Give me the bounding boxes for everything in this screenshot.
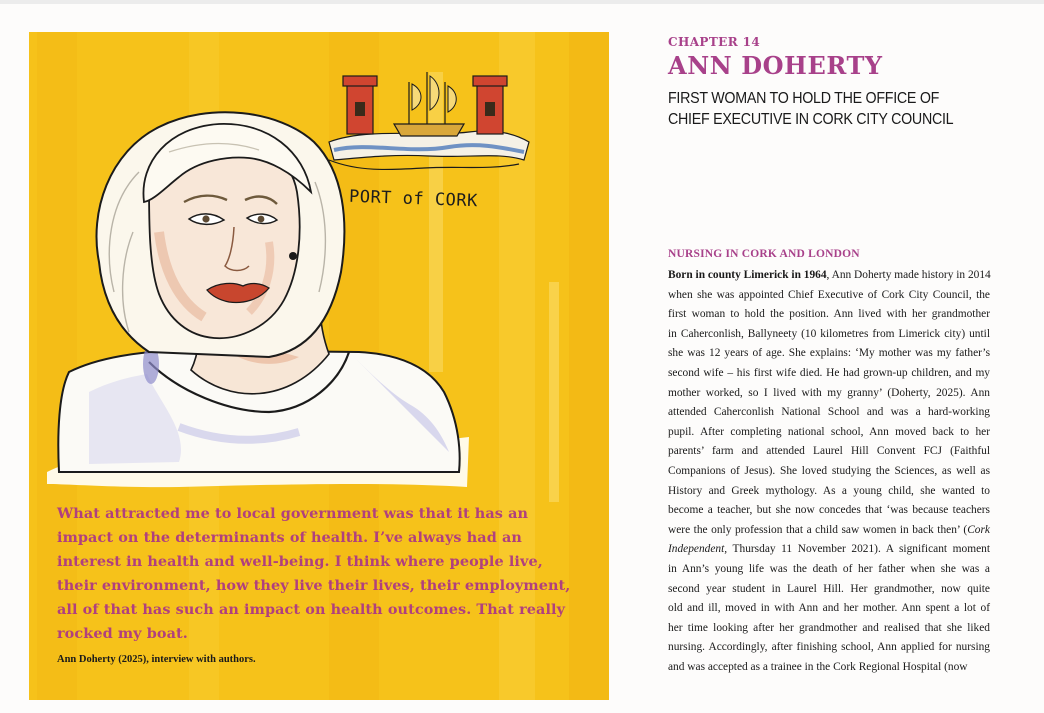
- page-top-edge: [0, 0, 1044, 4]
- body-line: Born in county Limerick in 1964, Ann Doherty made history in 2014: [668, 269, 991, 281]
- body-line: Independent, Thursday 11 November 2021). A significant moment: [668, 543, 990, 556]
- quote-credit: Ann Doherty (2025), interview with authors.: [57, 654, 256, 665]
- body-line: parents’ farm and attended Laurel Hill Convent FCJ (Faithful: [668, 445, 990, 458]
- body-line: second wife – his first wife died. He had grown-up children, and my: [668, 366, 990, 379]
- section-heading: NURSING IN CORK AND LONDON: [668, 248, 860, 260]
- chapter-title: ANN DOHERTY: [668, 51, 883, 80]
- body-line: when she was appointed Chief Executive of Cork City Council, the: [668, 288, 990, 301]
- body-line: her time looking after her grandmother and realised that she liked: [668, 621, 990, 634]
- body-line: become a teacher, but she now concedes that ‘was because teachers: [668, 504, 990, 517]
- body-line: pupil. After completing national school, Ann moved back to her: [668, 425, 990, 438]
- body-line: and was accepted as a trainee in the Cork Regional Hospital (now: [668, 660, 968, 673]
- body-line: in Caherconlish, Ballyneety (10 kilometres from Limerick city) until: [668, 327, 990, 340]
- pull-quote: What attracted me to local government was that it has an impact on the determinants of health. I’ve always had an interest in health and well-being. I think where people live, their environment, how they live their lives, their employment, all of that has such an impact on health outcomes. That really rocked my boat.: [57, 505, 571, 642]
- body-line: old and ill, moved in with Ann and her mother. Ann spent a lot of: [668, 602, 990, 615]
- body-line: Companions of Jesus). She loved studying the Sciences, as well as: [668, 464, 990, 477]
- body-line: were the only profession that a child saw women in back then’ (Cork: [668, 523, 990, 536]
- body-line: she was 12 years of age. She explains: ‘My mother was my father’s: [668, 347, 990, 360]
- body-line: second year student in Laurel Hill. Her grandmother, now quite: [668, 582, 990, 595]
- body-italic-text: Cork: [967, 523, 990, 536]
- subtitle-line: FIRST WOMAN TO HOLD THE OFFICE OF: [668, 90, 940, 107]
- portrait-illustration: [29, 32, 609, 700]
- body-line: nursing. Accordingly, after finishing school, Ann applied for nursing: [668, 641, 990, 654]
- body-line: mother worked, so I lived with my granny’ (Doherty, 2025). Ann: [668, 386, 990, 399]
- body-line: in Ann’s young life was the death of her father when she was a: [668, 562, 990, 575]
- body-bold-text: Born in county Limerick in 1964: [668, 269, 827, 281]
- body-italic-text: Independent,: [668, 543, 728, 556]
- body-text: [668, 266, 990, 677]
- body-line: first woman to hold the position. Ann lived with her grandmother: [668, 308, 990, 321]
- chapter-label: CHAPTER 14: [668, 35, 761, 49]
- chapter-subtitle: [668, 88, 953, 130]
- body-line: History and Greek mythology. As a young child, she wanted to: [668, 484, 990, 497]
- body-line: attended Caherconlish National School and was a hard-working: [668, 406, 990, 419]
- subtitle-line: CHIEF EXECUTIVE IN CORK CITY COUNCIL: [668, 111, 954, 128]
- crest-caption: PORT of CORK: [348, 186, 479, 212]
